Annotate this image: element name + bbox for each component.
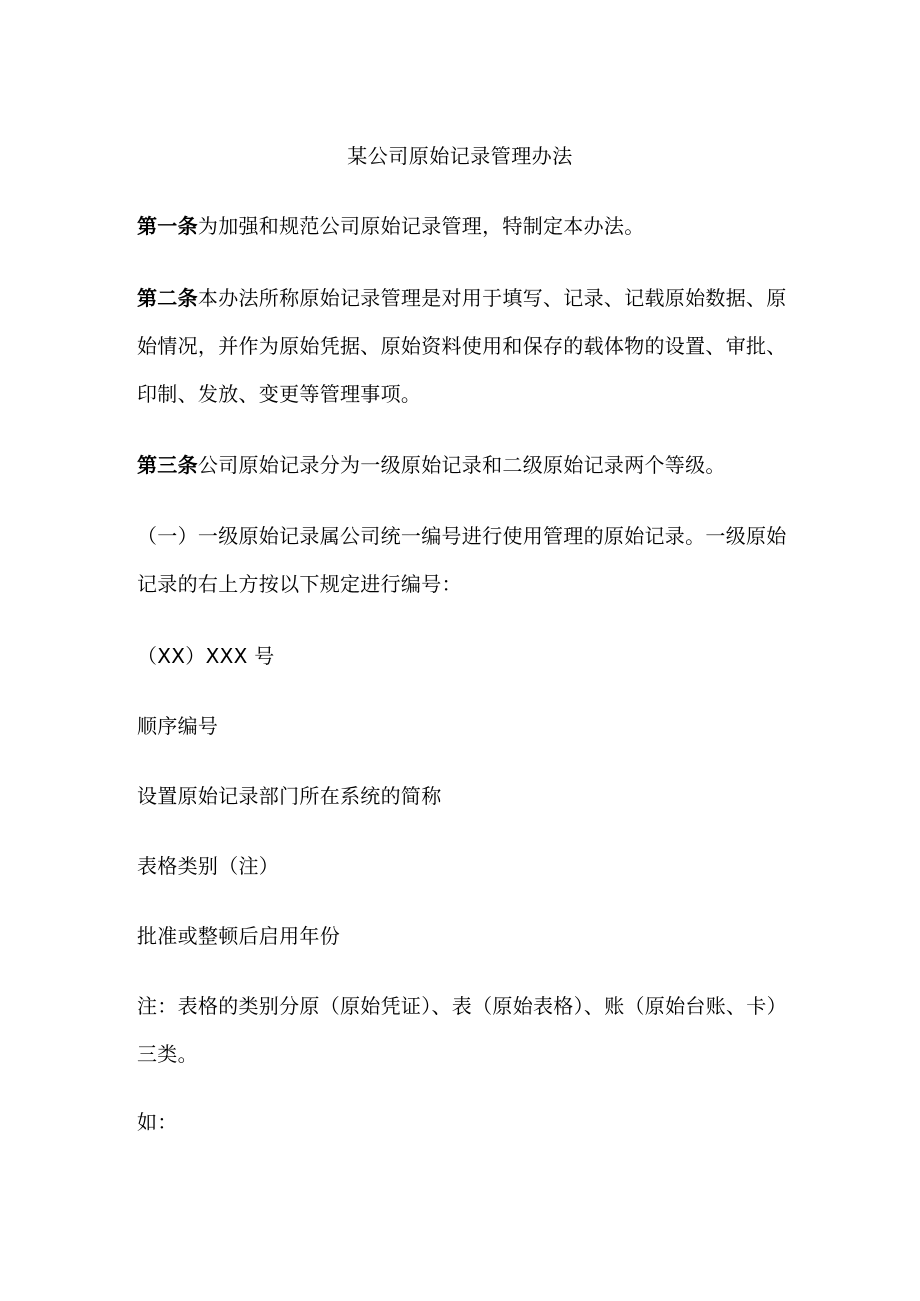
article-1-label: 第一条 (137, 214, 198, 238)
article-2 (137, 274, 797, 418)
paragraph-example: 如： (137, 1110, 178, 1134)
article-3-text: 公司原始记录分为一级原始记录和二级原始记录两个等级。 (197, 453, 726, 477)
article-3 (137, 441, 797, 489)
article-1-text: 为加强和规范公司原始记录管理，特制定本办法。 (197, 214, 645, 238)
paragraph-department-abbrev: 设置原始记录部门所在系统的简称 (137, 784, 442, 808)
paragraph-sequence-number: 顺序编号 (137, 714, 219, 738)
article-3-label: 第三条 (137, 453, 198, 477)
document-title: 某公司原始记录管理办法 (347, 144, 573, 168)
paragraph-number-format: （XX）XXX 号 (137, 644, 275, 668)
paragraph-start-year: 批准或整顿后启用年份 (137, 924, 340, 948)
article-2-text: 本办法所称原始记录管理是对用于填写、记录、记载原始数据、原始情况，并作为原始凭据、原始资料使用和保存的载体物的设置、审批、印制、发放、变更等管理事项。 (137, 286, 787, 406)
paragraph-note: 注：表格的类别分原（原始凭证）、表（原始表格）、账（原始台账、卡）三类。 (137, 994, 787, 1066)
article-2-label: 第二条 (137, 286, 198, 310)
paragraph-form-category: 表格类别（注） (137, 854, 280, 878)
paragraph-level-one: （一）一级原始记录属公司统一编号进行使用管理的原始记录。一级原始记录的右上方按以下规定进行编号： (137, 524, 787, 596)
article-1 (137, 202, 797, 250)
